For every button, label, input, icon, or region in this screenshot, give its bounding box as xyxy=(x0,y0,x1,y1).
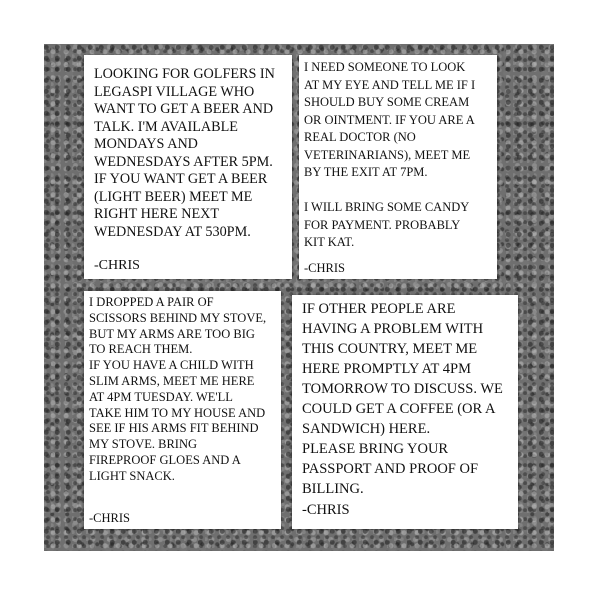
note-signature: -CHRIS xyxy=(304,261,345,275)
note-signature: -CHRIS xyxy=(89,511,130,525)
note-country xyxy=(292,295,518,529)
note-body: I DROPPED A PAIR OF SCISSORS BEHIND MY STOVE, BUT MY ARMS ARE TOO BIG TO REACH THEM. IF YOU HAVE A CHILD WITH SLIM ARMS, MEET ME HERE AT 4PM TUESDAY. WE'LL TAKE HIM TO MY HOUSE AND SEE IF HIS ARMS FIT BEHIND MY STOVE. BRING FIREPROOF GLOES AND A LIGHT SNACK. xyxy=(89,295,267,483)
note-signature: -CHRIS xyxy=(302,502,350,518)
note-eye-doctor xyxy=(299,55,497,279)
note-body: I NEED SOMEONE TO LOOK AT MY EYE AND TELL ME IF I SHOULD BUY SOME CREAM OR OINTMENT. IF YOU ARE A REAL DOCTOR (NO VETERINARIANS), MEET ME BY THE EXIT AT 7PM. I WILL BRING SOME CANDY FOR PAYMENT. PROBABLY KIT KAT. xyxy=(304,60,476,249)
note-signature: -CHRIS xyxy=(94,258,140,273)
note-scissors xyxy=(84,291,281,529)
note-body: IF OTHER PEOPLE ARE HAVING A PROBLEM WITH THIS COUNTRY, MEET ME HERE PROMPTLY AT 4PM TOMORROW TO DISCUSS. WE COULD GET A COFFEE (OR A SANDWICH) HERE. PLEASE BRING YOUR PASSPORT AND PROOF OF BILLING. xyxy=(302,301,503,497)
note-golfers xyxy=(84,55,292,279)
note-body: LOOKING FOR GOLFERS IN LEGASPI VILLAGE WHO WANT TO GET A BEER AND TALK. I'M AVAILABLE MONDAYS AND WEDNESDAYS AFTER 5PM. IF YOU WANT GET A BEER (LIGHT BEER) MEET ME RIGHT HERE NEXT WEDNESDAY AT 530PM. xyxy=(94,66,275,240)
